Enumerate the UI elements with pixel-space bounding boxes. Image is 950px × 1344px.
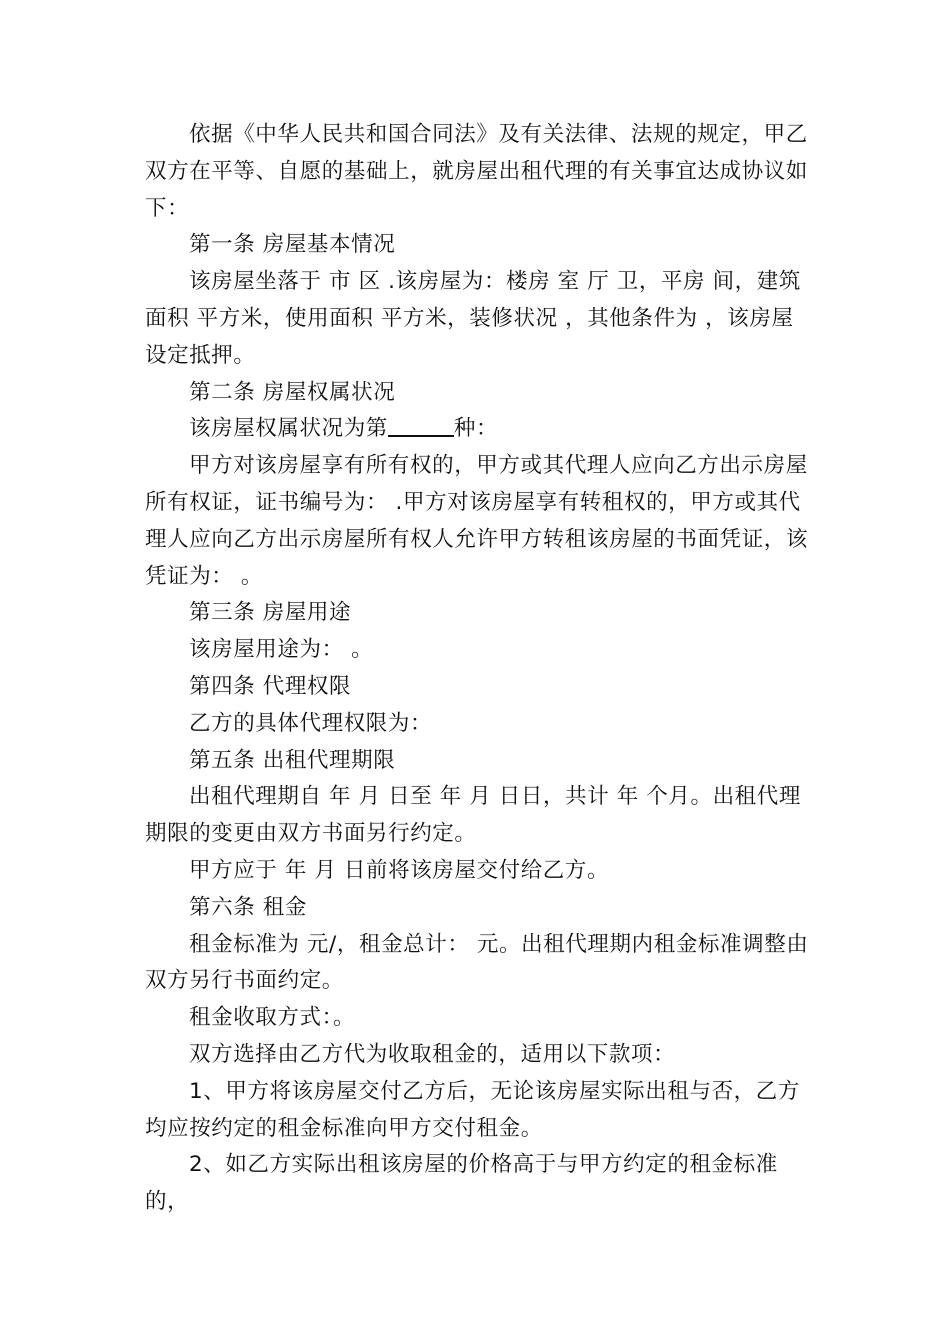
document-page [145,117,810,1221]
article-1-body: 该房屋坐落于 市 区 .该房屋为：楼房 室 厅 卫，平房 间，建筑面积 平方米，使用面积 平方米，装修状况 ，其他条件为 ，该房屋设定抵押。 [145,269,801,368]
article-2-heading: 第二条 房屋权属状况 [189,379,396,405]
article-6-rent-standard: 租金标准为 元/，租金总计： 元。出租代理期内租金标准调整由双方另行书面约定。 [145,931,809,994]
ownership-status-line [145,411,810,448]
article-6-collection-method: 租金收取方式：。 [189,1005,356,1031]
clause-2: 2、如乙方实际出租该房屋的价格高于与甲方约定的租金标准的， [145,1152,778,1215]
ownership-status-suffix: 种： [453,416,499,442]
article-2-body: 甲方对该房屋享有所有权的，甲方或其代理人应向乙方出示房屋所有权证，证书编号为： .甲方对该房屋享有转租权的，甲方或其代理人应向乙方出示房屋所有权人允许甲方转租该房屋的书面凭证，该凭证为： 。 [145,453,809,589]
article-4-heading: 第四条 代理权限 [189,673,352,699]
article-5-body: 出租代理期自 年 月 日至 年 月 日日，共计 年 个月。出租代理期限的变更由双方书面另行约定。 [145,784,801,847]
article-3-heading: 第三条 房屋用途 [189,600,352,626]
article-5-delivery: 甲方应于 年 月 日前将该房屋交付给乙方。 [189,857,610,883]
ownership-status-prefix: 该房屋权属状况为第 [189,416,388,442]
article-6-heading: 第六条 租金 [189,894,307,920]
article-1-heading: 第一条 房屋基本情况 [189,232,396,258]
article-3-body: 该房屋用途为： 。 [189,637,374,663]
article-4-body: 乙方的具体代理权限为： [189,710,433,736]
article-5-heading: 第五条 出租代理期限 [189,747,396,773]
ownership-status-blank [388,413,454,437]
preamble-paragraph: 依据《中华人民共和国合同法》及有关法律、法规的规定，甲乙双方在平等、自愿的基础上，就房屋出租代理的有关事宜达成协议如下： [145,122,809,221]
clause-1: 1、甲方将该房屋交付乙方后，无论该房屋实际出租与否，乙方均应按约定的租金标准向甲方交付租金。 [145,1078,800,1141]
article-6-agent-collection: 双方选择由乙方代为收取租金的，适用以下款项： [189,1041,676,1067]
